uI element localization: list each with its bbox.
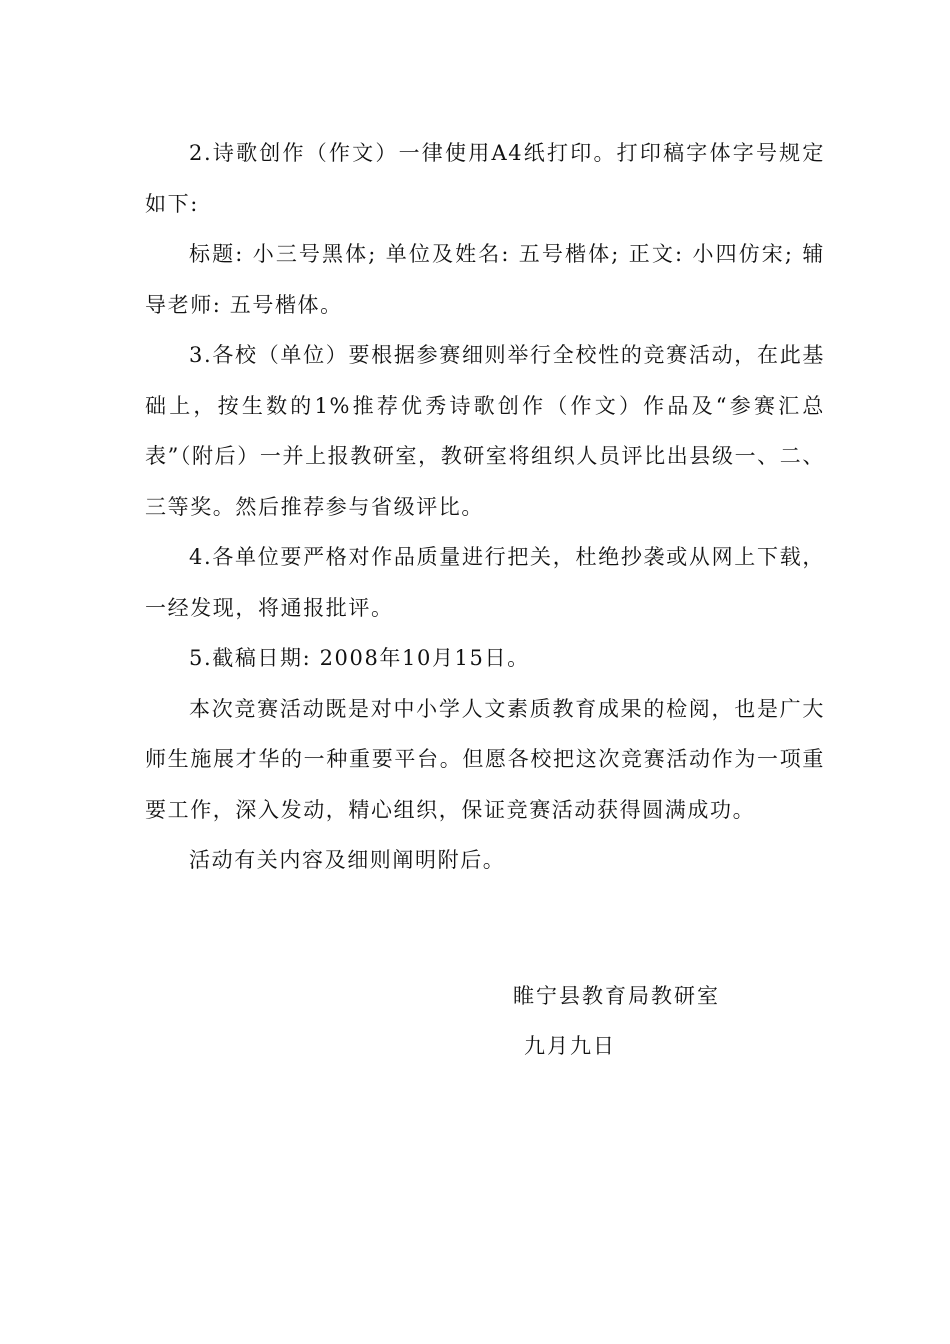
paragraph-deadline: 5.截稿日期: 2008年10月15日。 — [189, 646, 530, 670]
document-body — [145, 128, 825, 886]
paragraph-quality-control: 4.各单位要严格对作品质量进行把关，杜绝抄袭或从网上下载，一经发现，将通报批评。 — [145, 545, 825, 620]
signature-organization: 睢宁县教育局教研室 — [513, 984, 720, 1008]
paragraph-print-format: 2.诗歌创作（作文）一律使用A4纸打印。打印稿字体字号规定如下: — [145, 141, 825, 216]
paragraph-font-spec: 标题: 小三号黑体; 单位及姓名: 五号楷体; 正文: 小四仿宋; 辅导老师: 五号楷体。 — [145, 242, 825, 317]
paragraph-appendix-note: 活动有关内容及细则阐明附后。 — [189, 848, 506, 872]
paragraph-purpose: 本次竞赛活动既是对中小学人文素质教育成果的检阅，也是广大师生施展才华的一种重要平台。但愿各校把这次竞赛活动作为一项重要工作，深入发动，精心组织，保证竞赛活动获得圆满成功。 — [145, 696, 825, 822]
paragraph-school-competition: 3.各校（单位）要根据参赛细则举行全校性的竞赛活动，在此基础上，按生数的1%推荐优秀诗歌创作（作文）作品及“参赛汇总表”（附后）一并上报教研室，教研室将组织人员评比出县级一、二、三等奖。然后推荐参与省级评比。 — [145, 343, 825, 519]
signature-date: 九月九日 — [524, 1034, 616, 1058]
